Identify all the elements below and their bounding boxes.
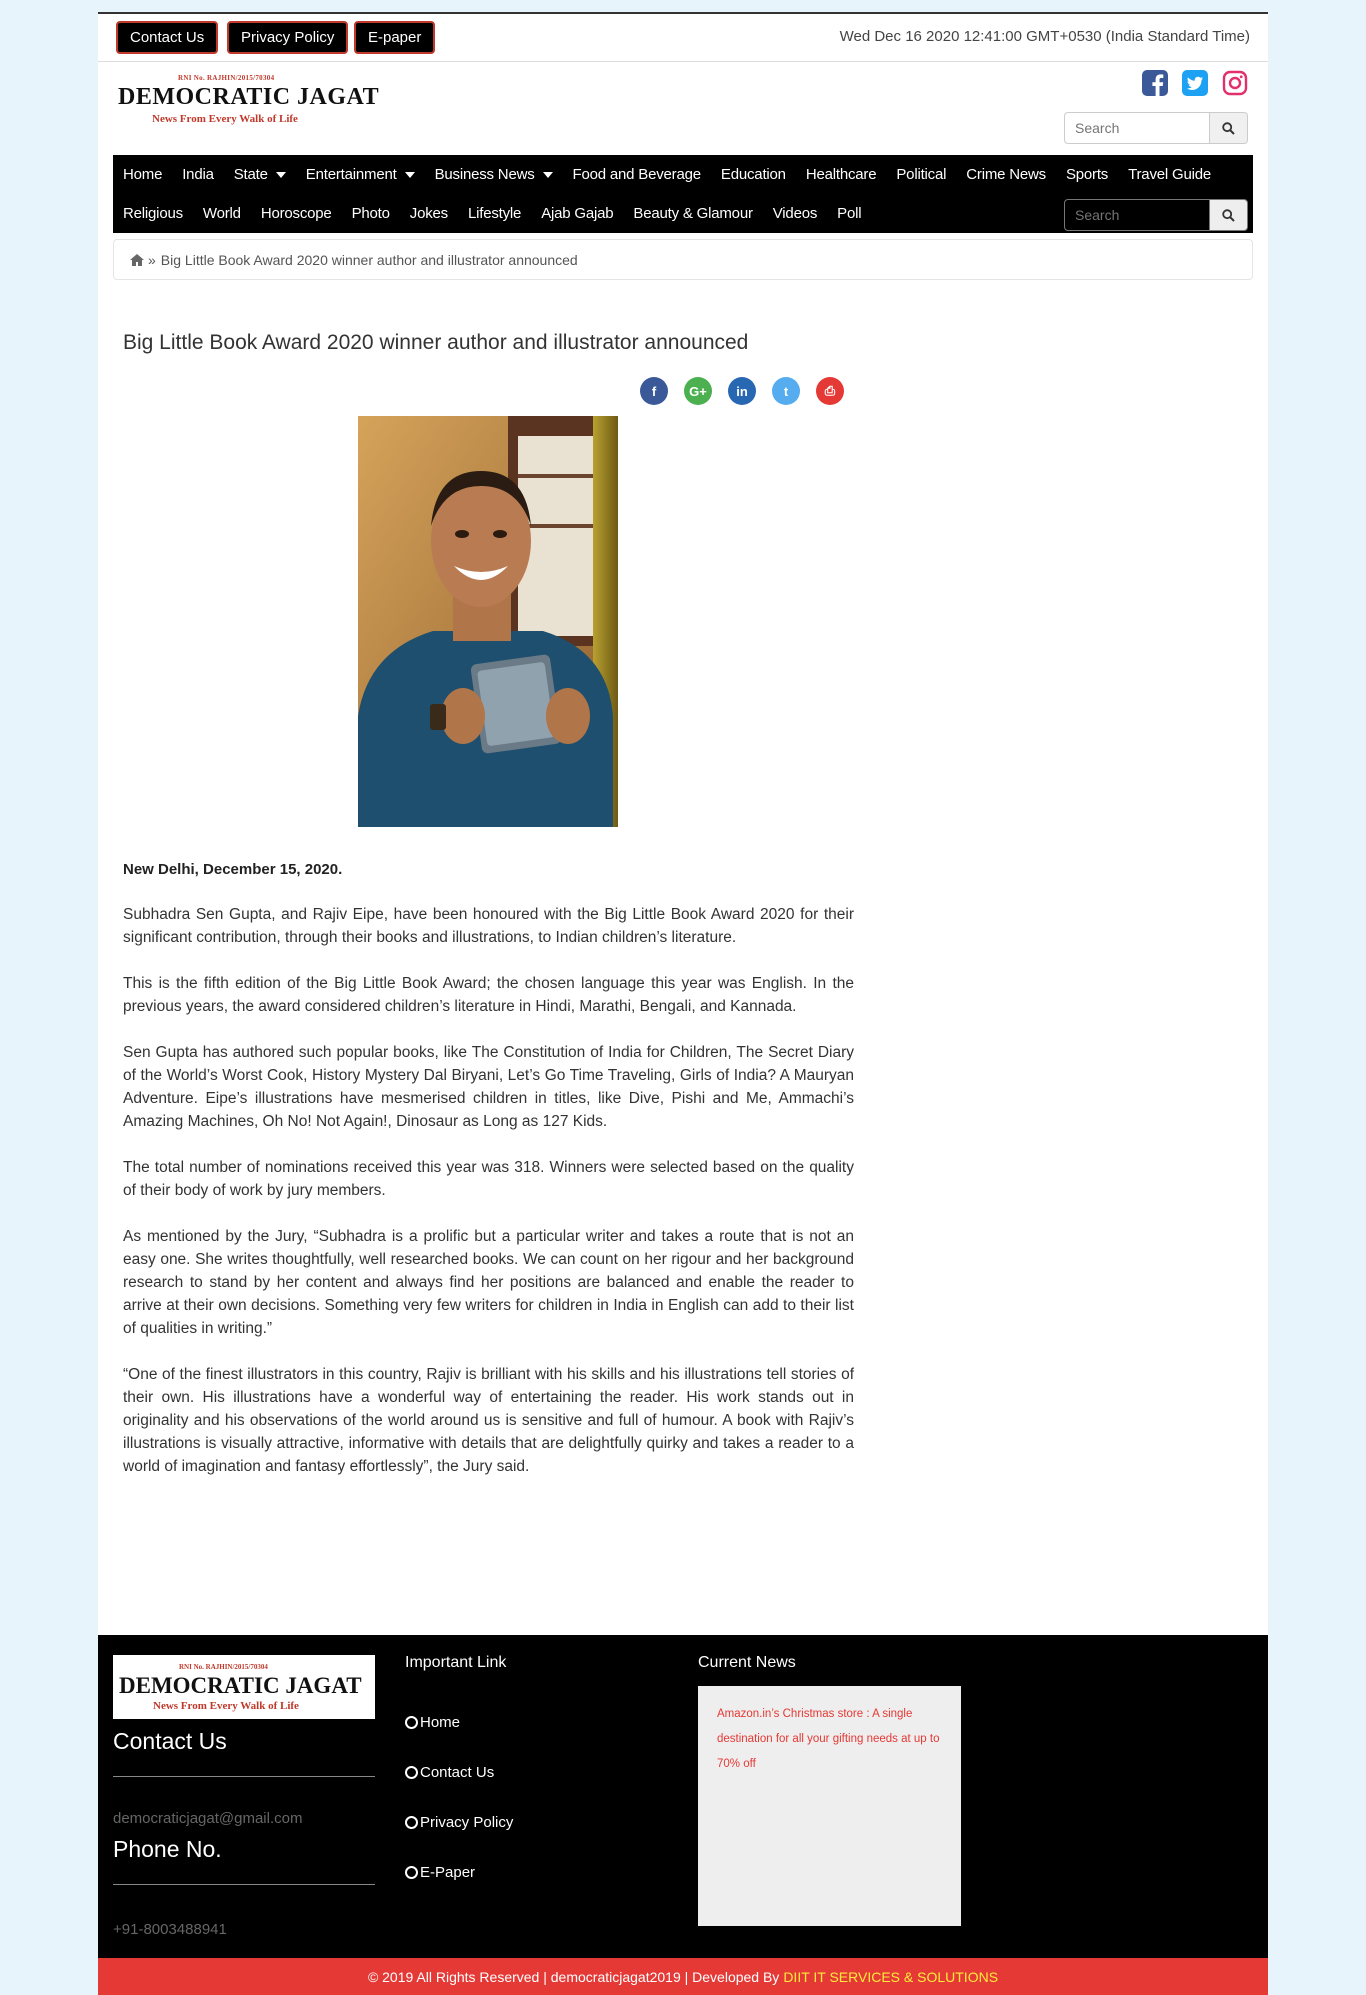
search-icon — [1222, 209, 1235, 222]
footer-link-label: Home — [420, 1714, 461, 1731]
nav-search-input[interactable] — [1064, 199, 1210, 231]
circle-icon — [405, 1716, 418, 1729]
privacy-policy-button[interactable]: Privacy Policy — [227, 21, 348, 54]
article-paragraph: Sen Gupta has authored such popular books, like The Constitution of India for Children, The Secret Diary of the World’s Worst Cook, History Mystery Dal Biryani, Let’s Go Time Traveling, Girls of India? A Mauryan Adventure. Eipe’s illustrations have mesmerised children in titles, like Dive, Pishi and Me, Ammachi’s Amazing Machines, Oh No! Not Again!, Dinosaur as Long as 127 Kids. — [123, 1044, 854, 1130]
nav-item-food-and-beverage[interactable] — [563, 166, 711, 183]
breadcrumb-separator: » — [148, 251, 156, 268]
nav-item-lifestyle[interactable] — [458, 205, 531, 222]
twitter-icon[interactable]: t — [772, 377, 800, 405]
footer-link-contact[interactable] — [405, 1764, 494, 1781]
nav-item-crime-news[interactable] — [956, 166, 1056, 183]
article-photo — [358, 416, 618, 827]
nav-item-label: Healthcare — [805, 166, 877, 183]
contact-email[interactable]: democraticjagat@gmail.com — [113, 1810, 303, 1827]
nav-item-label: Sports — [1065, 166, 1109, 183]
footer-link-label: E-Paper — [420, 1864, 476, 1881]
article-paragraph: This is the fifth edition of the Big Little Book Award; the chosen language this year was English. In the previous years, the award considered children’s literature in Hindi, Marathi, Bengali, and Kannada. — [123, 975, 854, 1015]
footer-logo[interactable] — [113, 1655, 375, 1719]
nav-item-state[interactable] — [224, 166, 296, 183]
nav-item-photo[interactable] — [342, 205, 400, 222]
nav-item-label: Home — [123, 166, 163, 183]
google-plus-icon[interactable]: G+ — [684, 377, 712, 405]
nav-item-beauty-glamour[interactable] — [623, 205, 762, 222]
epaper-button[interactable]: E-paper — [354, 21, 435, 54]
nav-item-label: Business News — [434, 166, 535, 183]
footer-link-label: Contact Us — [420, 1764, 495, 1781]
header-search — [1064, 112, 1248, 144]
copyright-text: © 2019 All Rights Reserved | democraticjagat2019 | Developed By — [367, 1968, 780, 1985]
nav-item-jokes[interactable] — [400, 205, 458, 222]
nav-item-healthcare[interactable] — [796, 166, 887, 183]
article-dateline: New Delhi, December 15, 2020. — [123, 861, 343, 878]
divider — [113, 1884, 375, 1885]
nav-row-1 — [113, 155, 1221, 194]
nav-row-2 — [113, 194, 871, 233]
nav-item-label: Horoscope — [260, 205, 332, 222]
nav-item-political[interactable] — [886, 166, 956, 183]
nav-item-label: Crime News — [966, 166, 1046, 183]
nav-item-label: Political — [896, 166, 947, 183]
linkedin-icon[interactable]: in — [728, 377, 756, 405]
footer-link-privacy[interactable] — [405, 1814, 513, 1831]
nav-item-poll[interactable] — [827, 205, 871, 222]
current-news-box — [698, 1686, 961, 1926]
footer-link-home[interactable] — [405, 1714, 460, 1731]
current-news-heading: Current News — [698, 1654, 796, 1671]
breadcrumb-current: Big Little Book Award 2020 winner author and illustrator announced — [160, 251, 578, 268]
nav-item-label: Food and Beverage — [572, 166, 701, 183]
nav-item-india[interactable] — [172, 166, 224, 183]
nav-item-label: Videos — [772, 205, 818, 222]
footer-link-label: Privacy Policy — [420, 1814, 514, 1831]
nav-item-label: State — [233, 166, 268, 183]
nav-search-button[interactable] — [1210, 199, 1248, 231]
contact-heading: Contact Us — [113, 1728, 227, 1754]
nav-item-horoscope[interactable] — [251, 205, 342, 222]
nav-item-business-news[interactable] — [425, 166, 563, 183]
nav-item-label: Religious — [123, 205, 183, 222]
caret-down-icon — [543, 172, 553, 178]
footer-logo-name: DEMOCRATIC JAGAT — [119, 1673, 362, 1698]
logo-rni: RNI No. RAJHIN/2015/70304 — [178, 74, 275, 82]
article-title: Big Little Book Award 2020 winner author and illustrator announced — [123, 331, 749, 354]
breadcrumb — [113, 239, 1253, 280]
print-icon[interactable]: ⎙ — [816, 377, 844, 405]
page — [98, 12, 1268, 1993]
nav-item-world[interactable] — [193, 205, 251, 222]
nav-item-ajab-gajab[interactable] — [531, 205, 623, 222]
nav-item-education[interactable] — [711, 166, 796, 183]
important-link-heading: Important Link — [405, 1654, 507, 1671]
nav-item-label: Travel Guide — [1128, 166, 1212, 183]
nav-search — [1064, 199, 1248, 231]
search-input[interactable] — [1064, 112, 1210, 144]
circle-icon — [405, 1766, 418, 1779]
phone-heading: Phone No. — [113, 1836, 222, 1862]
footer — [98, 1635, 1268, 1958]
nav-item-label: World — [202, 205, 241, 222]
footer-link-epaper[interactable] — [405, 1864, 475, 1881]
site-logo[interactable] — [118, 74, 378, 132]
caret-down-icon — [276, 172, 286, 178]
current-datetime: Wed Dec 16 2020 12:41:00 GMT+0530 (India Standard Time) — [839, 28, 1250, 45]
nav-item-label: Education — [720, 166, 786, 183]
search-icon — [1222, 122, 1235, 135]
nav-item-sports[interactable] — [1056, 166, 1118, 183]
facebook-icon[interactable]: f — [640, 377, 668, 405]
circle-icon — [405, 1816, 418, 1829]
nav-item-entertainment[interactable] — [296, 166, 425, 183]
footer-logo-rni: RNI No. RAJHIN/2015/70304 — [179, 1663, 268, 1671]
main-nav — [113, 155, 1253, 233]
nav-item-label: Photo — [351, 205, 390, 222]
nav-item-travel-guide[interactable] — [1118, 166, 1221, 183]
logo-tagline: News From Every Walk of Life — [152, 113, 298, 125]
twitter-icon[interactable] — [1182, 70, 1208, 96]
nav-item-label: India — [182, 166, 214, 183]
footer-logo-tagline: News From Every Walk of Life — [153, 1700, 299, 1712]
nav-item-label: Ajab Gajab — [541, 205, 614, 222]
nav-item-religious[interactable] — [113, 205, 193, 222]
nav-item-label: Jokes — [409, 205, 448, 222]
top-bar — [98, 14, 1268, 62]
divider — [113, 1776, 375, 1777]
logo-name: DEMOCRATIC JAGAT — [118, 84, 380, 110]
circle-icon — [405, 1866, 418, 1879]
contact-us-button[interactable]: Contact Us — [116, 21, 218, 54]
article-paragraph: The total number of nominations received this year was 318. Winners were selected based on the quality of their body of work by jury members. — [123, 1159, 854, 1199]
nav-item-videos[interactable] — [763, 205, 827, 222]
nav-item-label: Poll — [837, 205, 862, 222]
current-news-item[interactable]: Amazon.in’s Christmas store : A single destination for all your gifting needs at up to 70% off — [717, 1708, 940, 1770]
contact-phone[interactable]: +91-8003488941 — [113, 1921, 227, 1938]
article-paragraph: “One of the finest illustrators in this country, Rajiv is brilliant with his skills and his illustrations tell stories of their own. His illustrations have a wonderful way of entertaining the reader. His work stands out in originality and his observations of the world around us is sensitive and full of humour. A book with Rajiv’s illustrations is visually attractive, informative with details that are delightfully quirky and takes a reader to a world of imagination and fantasy effortlessly”, the Jury said. — [123, 1366, 854, 1475]
article-body — [123, 903, 854, 1501]
nav-item-label: Beauty & Glamour — [633, 205, 753, 222]
instagram-icon[interactable] — [1222, 70, 1248, 96]
caret-down-icon — [405, 172, 415, 178]
nav-item-home[interactable] — [113, 166, 172, 183]
search-button[interactable] — [1210, 112, 1248, 144]
nav-item-label: Lifestyle — [467, 205, 522, 222]
facebook-icon[interactable] — [1142, 70, 1168, 96]
developer-link[interactable]: DIIT IT SERVICES & SOLUTIONS — [783, 1968, 999, 1985]
copyright-bar — [98, 1958, 1268, 1995]
article-paragraph: Subhadra Sen Gupta, and Rajiv Eipe, have been honoured with the Big Little Book Award 2020 for their significant contribution, through their books and illustrations, to Indian children’s literature. — [123, 906, 854, 946]
article-paragraph: As mentioned by the Jury, “Subhadra is a prolific but a particular writer and takes a route that is not an easy one. She writes thoughtfully, well researched books. We can count on her rigour and her background research to stand by her content and always find her positions are balanced and enable the reader to arrive at their own decisions. Something very few writers for children in India in English can add to their list of qualities in writing.” — [123, 1228, 854, 1337]
home-icon[interactable] — [130, 254, 144, 266]
nav-item-label: Entertainment — [305, 166, 397, 183]
